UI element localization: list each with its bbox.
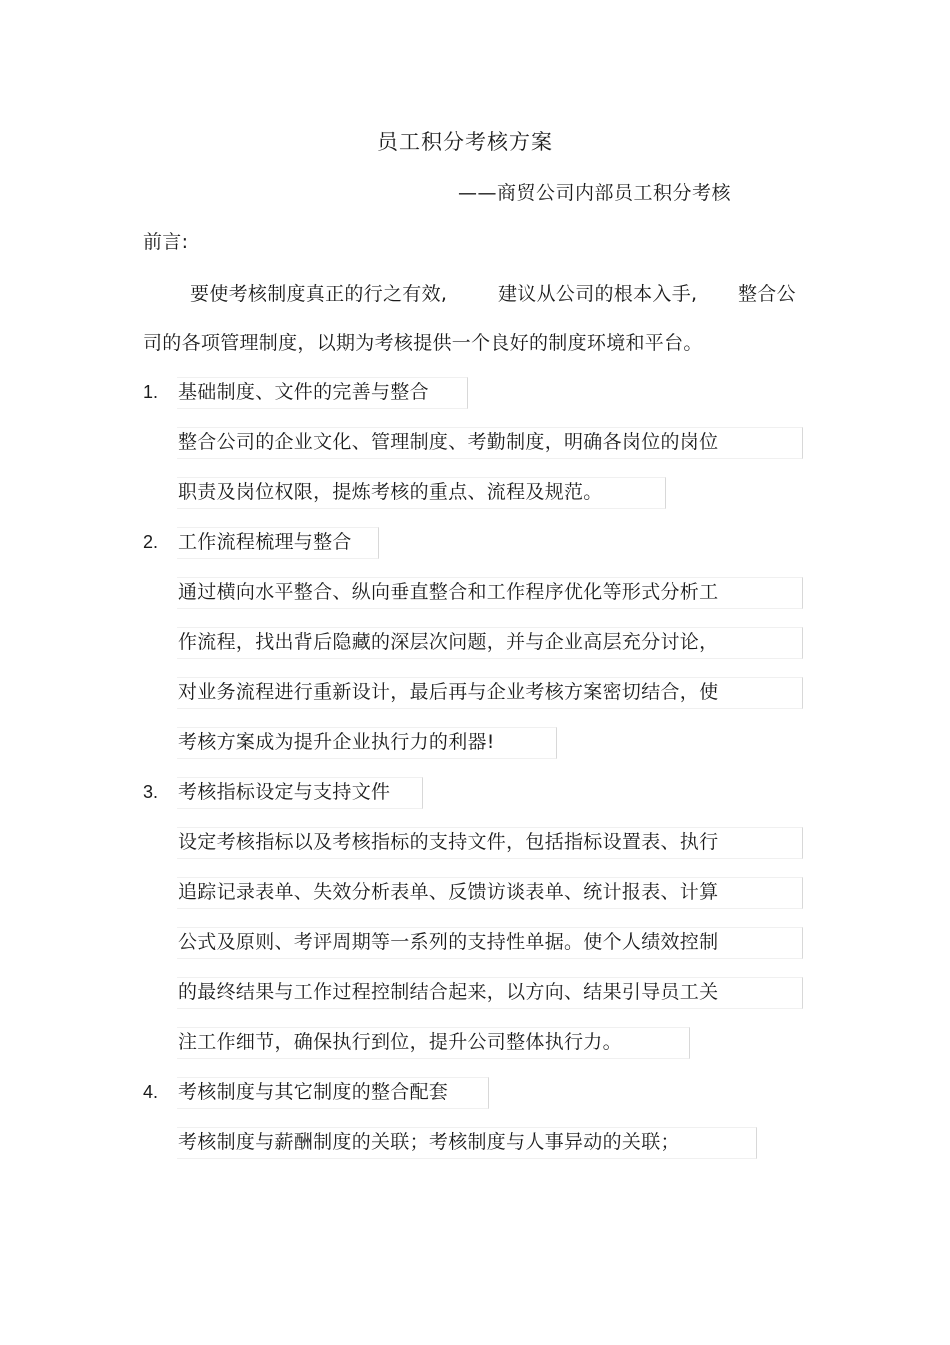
section-line: 职责及岗位权限，提炼考核的重点、流程及规范。	[178, 481, 603, 503]
document-subtitle: ——商贸公司内部员工积分考核	[458, 182, 732, 204]
section-line: 作流程，找出背后隐藏的深层次问题，并与企业高层充分讨论，	[178, 631, 719, 653]
section-line: 考核方案成为提升企业执行力的利器!	[178, 731, 495, 753]
section-heading: 基础制度、文件的完善与整合	[178, 381, 429, 403]
section-line: 整合公司的企业文化、管理制度、考勤制度，明确各岗位的岗位	[178, 431, 719, 453]
section-heading: 考核指标设定与支持文件	[178, 781, 391, 803]
section-heading: 考核制度与其它制度的整合配套	[178, 1081, 449, 1103]
intro-line1-part2: 建议从公司的根本入手,	[498, 283, 698, 305]
section-line: 注工作细节，确保执行到位，提升公司整体执行力。	[178, 1031, 622, 1053]
section-number: 1.	[143, 382, 159, 402]
intro-line1-part3: 整合公	[738, 283, 796, 305]
section-number: 3.	[143, 782, 159, 802]
document-title: 员工积分考核方案	[377, 130, 553, 154]
section-line: 通过横向水平整合、纵向垂直整合和工作程序优化等形式分析工	[178, 581, 719, 603]
section-heading: 工作流程梳理与整合	[178, 531, 352, 553]
section-line: 追踪记录表单、失效分析表单、反馈访谈表单、统计报表、计算	[178, 881, 719, 903]
preface-label: 前言:	[143, 231, 189, 253]
section-line: 设定考核指标以及考核指标的支持文件，包括指标设置表、执行	[178, 831, 719, 853]
section-number: 2.	[143, 532, 159, 552]
section-line: 的最终结果与工作过程控制结合起来，以方向、结果引导员工关	[178, 981, 719, 1003]
section-line: 对业务流程进行重新设计，最后再与企业考核方案密切结合，使	[178, 681, 719, 703]
intro-line1-part1: 要使考核制度真正的行之有效,	[190, 283, 448, 305]
section-line: 考核制度与薪酬制度的关联；考核制度与人事异动的关联；	[178, 1131, 680, 1153]
section-number: 4.	[143, 1082, 159, 1102]
section-line: 公式及原则、考评周期等一系列的支持性单据。使个人绩效控制	[178, 931, 719, 953]
intro-line2: 司的各项管理制度，以期为考核提供一个良好的制度环境和平台。	[143, 332, 703, 354]
